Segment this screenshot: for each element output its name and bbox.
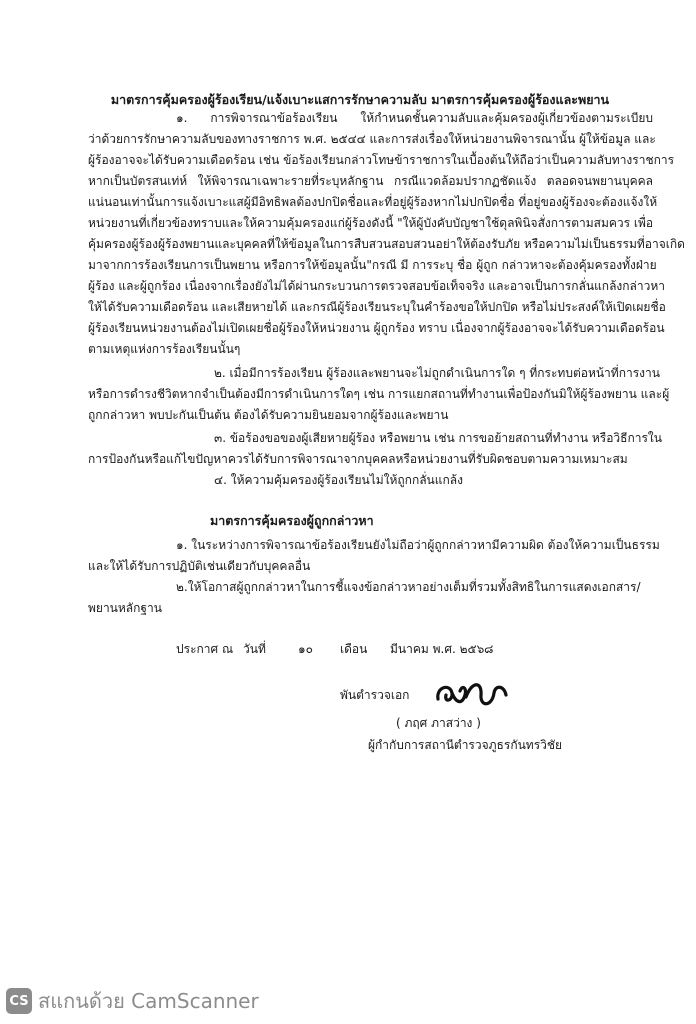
signer-position: ผู้กำกับการสถานีตำรวจภูธรกันทรวิชัย <box>368 738 563 752</box>
heading-accused-protection: มาตรการคุ้มครองผู้ถูกกล่าวหา <box>210 513 374 528</box>
heading-whistleblower-protection: มาตรการคุ้มครองผู้ร้องเรียน/แจ้งเบาะแสการรักษาความลับ มาตรการคุ้มครองผู้ร้องและพยาน <box>110 92 610 107</box>
section-2-line-3: ถูกกล่าวหา พบปะกันเป็นต้น ต้องได้รับความยินยอมจากผู้ร้องและพยาน <box>88 408 449 422</box>
section-1-line-10: ให้ได้รับความเดือดร้อน และเสียหายได้ และกรณีผู้ร้องเรียนระบุในคำร้องขอให้ปกปิด หรือไม่ประสงค์ให้เปิดเผยชื่อ <box>88 300 666 314</box>
section-1-line-8: มาจากการร้องเรียนการเป็นพยาน หรือการให้ข้อมูลนั้น"กรณี มี การระบุ ชื่อ ผู้ถูก กล่าวหาจะต้องคุ้มครองทั้งฝ่าย <box>88 258 657 272</box>
accused-2-line-2: พยานหลักฐาน <box>88 601 162 615</box>
section-1-line-6: หน่วยงานที่เกี่ยวข้องทราบและให้ความคุ้มครองแก่ผู้ร้องดังนี้ "ให้ผู้บังคับบัญชาใช้ดุลพินิจสั่งการตามสมควร เพื่อ <box>88 216 654 230</box>
accused-1-line-2: และให้ได้รับการปฏิบัติเช่นเดียวกับบุคคลอื่น <box>88 559 311 573</box>
handwritten-signature <box>432 677 512 711</box>
signer-rank: พันตำรวจเอก <box>340 688 410 702</box>
section-2-line-1: ๒. เมื่อมีการร้องเรียน ผู้ร้องและพยานจะไม่ถูกดำเนินการใด ๆ ที่กระทบต่อหน้าที่การงาน <box>214 366 660 380</box>
section-1-line-4: หากเป็นบัตรสนเท่ห์ ให้พิจารณาเฉพาะรายที่ระบุหลักฐาน กรณีแวดล้อมปรากฏชัดแจ้ง ตลอดจนพยานบุคคล <box>88 174 653 188</box>
announce-day-label: วันที่ <box>243 642 266 656</box>
section-1-line-3: ผู้ร้องอาจจะได้รับความเดือดร้อน เช่น ข้อร้องเรียนกล่าวโทษข้าราชการในเบื้องต้นให้ถือว่าเป็นความลับทางราชการ <box>88 153 675 167</box>
section-1-line-9: ผู้ร้อง และผู้ถูกร้อง เนื่องจากเรื่องยังไม่ได้ผ่านกระบวนการตรวจสอบข้อเท็จจริง และอาจเป็นการกลั่นแกล้งกล่าวหา <box>88 279 666 293</box>
announce-prefix: ประกาศ ณ <box>176 642 234 656</box>
camscanner-watermark-text: สแกนด้วย CamScanner <box>38 989 259 1013</box>
accused-2-line-1: ๒.ให้โอกาสผู้ถูกกล่าวหาในการชี้แจงข้อกล่าวหาอย่างเต็มที่รวมทั้งสิทธิในการแสดงเอกสาร/ <box>176 580 641 594</box>
section-1-line-12: ตามเหตุแห่งการร้องเรียนนั้นๆ <box>88 342 241 356</box>
announce-month-label: เดือน <box>340 642 368 656</box>
camscanner-watermark <box>6 988 259 1014</box>
announce-month-year: มีนาคม พ.ศ. ๒๕๖๘ <box>390 642 494 656</box>
section-1-line-2: ว่าด้วยการรักษาความลับของทางราชการ พ.ศ. ๒๕๔๔ และการส่งเรื่องให้หน่วยงานพิจารณานั้น ผู้ให้ข้อมูล และ <box>88 132 656 146</box>
section-3-line-1: ๓. ข้อร้องขอของผู้เสียหายผู้ร้อง หรือพยาน เช่น การขอย้ายสถานที่ทำงาน หรือวิธีการใน <box>214 431 662 445</box>
section-1-line-7: คุ้มครองผู้ร้องผู้ร้องพยานและบุคคลที่ให้ข้อมูลในการสืบสวนสอบสวนอย่าให้ต้องรับภัย หรือความไม่เป็นธรรมที่อาจเกิด <box>88 237 685 251</box>
section-4-line-1: ๔. ให้ความคุ้มครองผู้ร้องเรียนไม่ให้ถูกกลั่นแกล้ง <box>214 473 463 487</box>
section-3-line-2: การป้องกันหรือแก้ไขปัญหาควรได้รับการพิจารณาจากบุคคลหรือหน่วยงานที่รับผิดชอบตามความเหมาะสม <box>88 452 628 466</box>
signer-name: ( ภฤศ ภาสว่าง ) <box>396 716 481 730</box>
accused-1-line-1: ๑. ในระหว่างการพิจารณาข้อร้องเรียนยังไม่ถือว่าผู้ถูกกล่าวหามีความผิด ต้องให้ความเป็นธรรม <box>176 538 660 552</box>
section-1-line-11: ผู้ร้องเรียนหน่วยงานต้องไม่เปิดเผยชื่อผู้ร้องให้หน่วยงาน ผู้ถูกร้อง ทราบ เนื่องจากผู้ร้องอาจจะได้รับความเดือดร้อน <box>88 321 665 335</box>
announce-day: ๑๐ <box>298 642 313 656</box>
section-1-line-1: ๑. การพิจารณาข้อร้องเรียน ให้กำหนดชั้นความลับและคุ้มครองผู้เกี่ยวข้องตามระเบียบ <box>176 111 653 125</box>
section-1-line-5: แน่นอนเท่านั้นการแจ้งเบาะแสผู้มีอิทธิพลต้องปกปิดชื่อและที่อยู่ผู้ร้องหากไม่ปกปิดชื่อ ที่อยู่ของผู้ร้องจะต้องแจ้งให้ <box>88 195 658 209</box>
section-2-line-2: หรือการดำรงชีวิตหากจำเป็นต้องมีการดำเนินการใดๆ เช่น การแยกสถานที่ทำงานเพื่อป้องกันมิให้ผู้ร้องพยาน และผู้ <box>88 387 670 401</box>
camscanner-logo-icon: CS <box>6 988 32 1014</box>
